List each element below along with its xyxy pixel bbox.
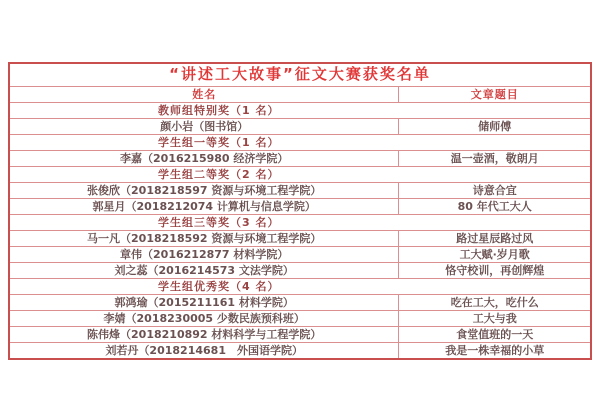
article-title-cell: 食堂值班的一天: [399, 327, 591, 343]
award-category-row: [9, 103, 591, 119]
award-row: [9, 231, 591, 247]
award-row: [9, 119, 591, 135]
award-row: [9, 263, 591, 279]
award-category-text: 学生组优秀奖（4 名）: [158, 279, 280, 293]
winner-name-cell: 李婧（2018230005 少数民族预科班）: [9, 311, 399, 327]
award-category-text: 学生组二等奖（2 名）: [158, 167, 280, 181]
award-category-text: 教师组特别奖（1 名）: [158, 103, 280, 117]
award-category-text: 学生组一等奖（1 名）: [158, 135, 280, 149]
award-row: [9, 343, 591, 360]
article-title-cell: 储师傅: [399, 119, 591, 135]
article-title-cell: 80 年代工大人: [399, 199, 591, 215]
award-row: [9, 199, 591, 215]
award-row: [9, 311, 591, 327]
awards-table-body: [9, 103, 591, 360]
award-row: [9, 183, 591, 199]
winner-name-cell: 郭星月（2018212074 计算机与信息学院）: [9, 199, 399, 215]
winner-name-cell: 李嘉（2016215980 经济学院）: [9, 151, 399, 167]
awards-table: [8, 62, 592, 360]
winner-name-cell: 郭鸿瑜（2015211161 材料学院）: [9, 295, 399, 311]
column-header-article: 文章题目: [399, 87, 591, 103]
award-category-label: [9, 279, 591, 295]
award-row: [9, 295, 591, 311]
column-header-name: 姓名: [9, 87, 399, 103]
award-row: [9, 247, 591, 263]
winner-name-cell: 马一凡（2018218592 资源与环境工程学院）: [9, 231, 399, 247]
winner-name-cell: 章伟（2016212877 材料学院）: [9, 247, 399, 263]
award-category-label: [9, 167, 591, 183]
article-title-cell: 吃在工大，吃什么: [399, 295, 591, 311]
award-row: [9, 151, 591, 167]
article-title-cell: 我是一株幸福的小草: [399, 343, 591, 360]
article-title-cell: 工大赋·岁月歌: [399, 247, 591, 263]
award-category-row: [9, 167, 591, 183]
winner-name-cell: 张俊欣（2018218597 资源与环境工程学院）: [9, 183, 399, 199]
article-title-cell: 恪守校训，再创辉煌: [399, 263, 591, 279]
winner-name-cell: 刘之蕊（2016214573 文法学院）: [9, 263, 399, 279]
award-category-row: [9, 215, 591, 231]
article-title-cell: 工大与我: [399, 311, 591, 327]
article-title-cell: 诗意合宜: [399, 183, 591, 199]
award-category-label: [9, 103, 591, 119]
award-category-label: [9, 215, 591, 231]
winner-name-cell: 陈伟烽（2018210892 材料科学与工程学院）: [9, 327, 399, 343]
table-header-row: [9, 87, 591, 103]
award-category-row: [9, 135, 591, 151]
page-title: “讲述工大故事”征文大赛获奖名单: [9, 63, 591, 87]
article-title-cell: 温一壶酒，敬朗月: [399, 151, 591, 167]
winner-name-cell: 刘若丹（2018214681 外国语学院）: [9, 343, 399, 360]
award-category-text: 学生组三等奖（3 名）: [158, 215, 280, 229]
award-row: [9, 327, 591, 343]
winner-name-cell: 颜小岩（图书馆）: [9, 119, 399, 135]
article-title-cell: 路过星辰路过风: [399, 231, 591, 247]
award-category-row: [9, 279, 591, 295]
award-category-label: [9, 135, 591, 151]
table-title-row: [9, 63, 591, 87]
